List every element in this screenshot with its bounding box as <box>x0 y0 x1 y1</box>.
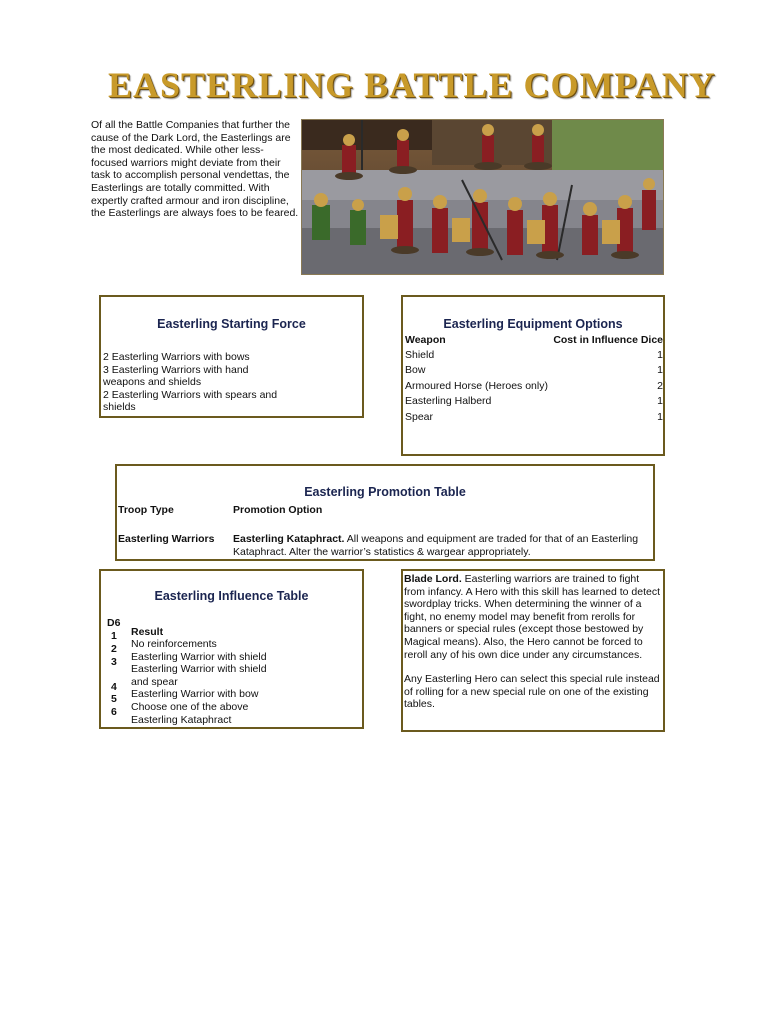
roll-value: 1 <box>111 630 117 642</box>
equipment-heading: Easterling Equipment Options <box>443 317 623 331</box>
list-item: Easterling Warrior with shield <box>131 650 267 663</box>
blade-lord-text: Easterling warriors are trained to fight from infancy. A Hero with this skill has learned to detect swordplay tricks. When determining the winner of a fight, no enemy model may benefit from rerolls for banners or special rules (except those bestowed by Magical means). Also, the Hero cannot be forced to reroll any of his own dice under any circumstances. <box>404 573 661 661</box>
promotion-option-title: Easterling Kataphract. <box>233 533 345 545</box>
list-item: 2 Easterling Warriors with bows <box>103 351 250 363</box>
table-row <box>404 347 664 363</box>
weapon-cell: Armoured Horse (Heroes only) <box>405 379 548 392</box>
promotion-option-header: Promotion Option <box>233 504 323 516</box>
troop-type-header: Troop Type <box>118 504 174 516</box>
table-header-row <box>404 334 664 347</box>
list-item: 2 Easterling Warriors with spears and shields <box>103 388 278 414</box>
roll-value: 6 <box>111 706 117 718</box>
table-row <box>404 393 664 409</box>
result-column-header: Result <box>131 626 164 638</box>
starting-force-box <box>99 295 364 418</box>
cost-cell: 1 <box>657 348 663 361</box>
starting-force-heading: Easterling Starting Force <box>157 317 306 331</box>
weapon-cell: Spear <box>405 410 434 423</box>
promotion-table-box <box>115 464 655 561</box>
blade-lord-title: Blade Lord. <box>404 573 462 585</box>
influence-results-list <box>131 638 291 726</box>
table-row <box>404 378 664 394</box>
roll-value: 4 <box>111 681 117 693</box>
list-item: No reinforcements <box>131 638 217 650</box>
influence-table-box <box>99 569 364 729</box>
list-item: Easterling Warrior with shield and spear <box>131 663 267 688</box>
starting-force-list <box>103 351 293 414</box>
equipment-options-box <box>401 295 665 456</box>
blade-lord-note: Any Easterling Hero can select this special rule instead of rolling for a new special rule on one of the existing tables. <box>404 673 660 711</box>
weapon-cell: Easterling Halberd <box>405 395 492 408</box>
miniatures-illustration <box>302 120 664 275</box>
cost-cell: 1 <box>657 364 663 377</box>
weapon-column-header: Weapon <box>405 334 446 346</box>
troop-type-cell: Easterling Warriors <box>118 533 215 545</box>
promotion-option-cell <box>233 533 643 558</box>
blade-lord-description <box>404 573 662 661</box>
promotion-option-text: All weapons and equipment are traded for that of an Easterling Kataphract. Alter the warrior’s statistics & wargear appropriately. <box>233 533 639 558</box>
cost-column-header: Cost in Influence Dice <box>553 334 663 346</box>
influence-heading: Easterling Influence Table <box>154 589 309 603</box>
roll-value: 5 <box>111 693 117 705</box>
intro-paragraph: Of all the Battle Companies that further the cause of the Dark Lord, the Easterlings are the most dedicated. While other less-focused warriors might deviate from their task to accomplish personal vendettas, the Easterlings are totally committed. With expertly crafted armour and iron discipline, the Easterlings are always foes to be feared. <box>91 119 299 220</box>
list-item: Easterling Warrior with bow <box>131 688 259 701</box>
equipment-table <box>404 334 664 425</box>
list-item: Easterling Kataphract <box>131 713 232 726</box>
table-row <box>404 409 664 425</box>
cost-cell: 1 <box>657 395 663 408</box>
page-title: EASTERLING BATTLE COMPANY <box>108 65 716 105</box>
table-row <box>404 362 664 378</box>
miniatures-photo <box>301 119 664 275</box>
roll-value: 3 <box>111 656 117 668</box>
roll-value: 2 <box>111 643 117 655</box>
promotion-heading: Easterling Promotion Table <box>304 485 466 499</box>
blade-lord-box <box>401 569 665 732</box>
list-item: 3 Easterling Warriors with hand weapons and shields <box>103 363 249 389</box>
cost-cell: 2 <box>657 379 663 392</box>
weapon-cell: Bow <box>405 364 426 377</box>
weapon-cell: Shield <box>405 348 435 361</box>
list-item: Choose one of the above <box>131 700 249 713</box>
d6-column-header: D6 <box>107 617 121 629</box>
cost-cell: 1 <box>657 410 663 423</box>
